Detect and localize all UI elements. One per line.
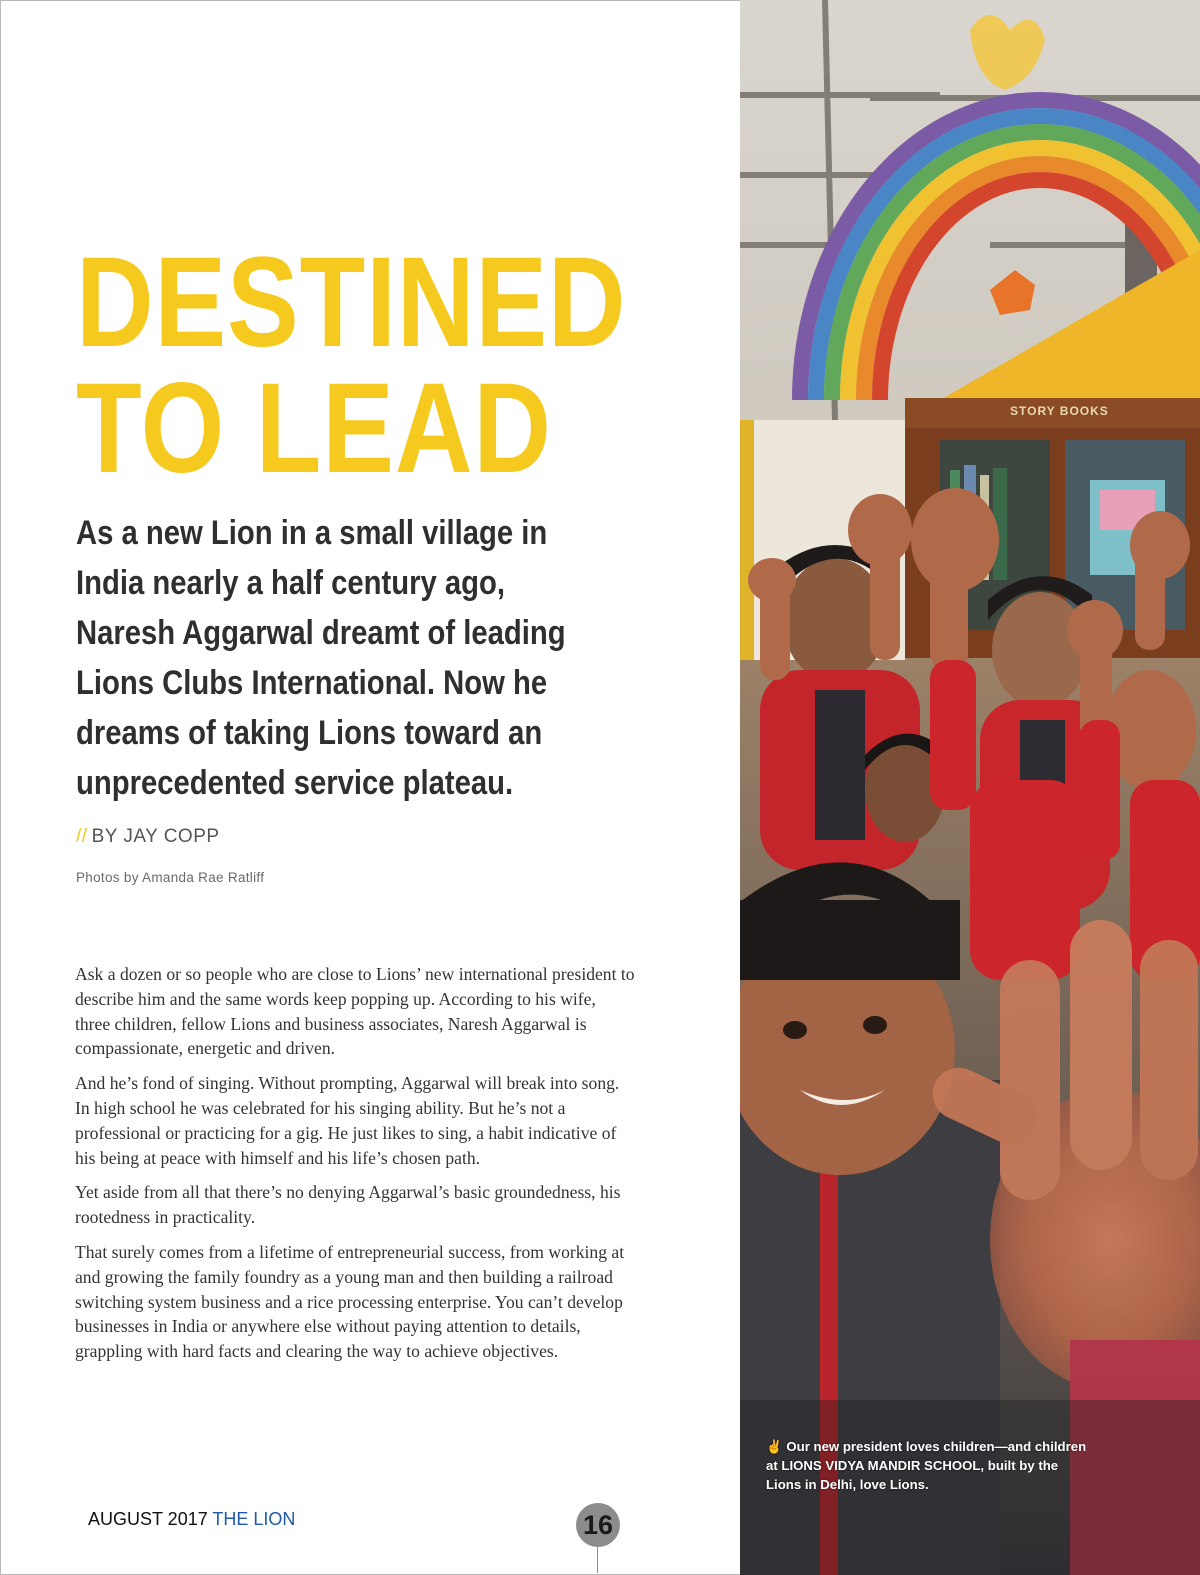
footer-magazine-name: THE LION	[212, 1509, 296, 1529]
lion-paw-icon: ✌	[766, 1439, 783, 1454]
photo-caption	[766, 1437, 1096, 1494]
page-number-tick	[597, 1547, 598, 1573]
title-line-1: DESTINED	[76, 231, 627, 374]
article-deck: As a new Lion in a small village in India nearly a half century ago, Naresh Aggarwal dreamt of leading Lions Clubs International. Now he dreams of taking Lions toward an unprecedented service plateau.	[76, 514, 566, 802]
classroom-photo-illustration	[740, 0, 1200, 1575]
footer-issue-date: AUGUST 2017	[88, 1509, 208, 1529]
byline-author: BY JAY COPP	[91, 826, 220, 847]
article-body	[75, 962, 635, 1374]
body-paragraph: Yet aside from all that there’s no denying Aggarwal’s basic groundedness, his rootedness in practicality.	[75, 1182, 621, 1228]
byline	[76, 826, 220, 848]
story-books-sign: STORY BOOKS	[1010, 404, 1109, 418]
footer-issue-line	[88, 1509, 295, 1530]
caption-text: Our new president loves children—and children at LIONS VIDYA MANDIR SCHOOL, built by the Lions in Delhi, love Lions.	[766, 1439, 1087, 1492]
article-title	[76, 231, 627, 500]
body-paragraph: And he’s fond of singing. Without prompting, Aggarwal will break into song. In high school he was celebrated for his singing ability. But he’s not a professional or practicing for a gig. He just likes to sing, a habit indicative of his being at peace with himself and his life’s chosen path.	[75, 1073, 620, 1168]
body-paragraph: That surely comes from a lifetime of entrepreneurial success, from working at and growing the family foundry as a young man and then building a railroad switching system business and a rice processing enterprise. You can’t develop businesses in India or anywhere else without paying attention to details, grappling with hard facts and clearing the way to achieve objectives.	[75, 1241, 625, 1362]
article-photo	[740, 0, 1200, 1575]
title-line-2: TO LEAD	[76, 357, 552, 500]
photo-credit: Photos by Amanda Rae Ratliff	[76, 870, 265, 885]
body-paragraph: Ask a dozen or so people who are close to Lions’ new international president to describe him and the same words keep popping up. According to his wife, three children, fellow Lions and business associates, Naresh Aggarwal is compassionate, energetic and driven.	[75, 964, 635, 1059]
page-number: 16	[576, 1503, 620, 1547]
byline-mark: //	[76, 826, 88, 847]
